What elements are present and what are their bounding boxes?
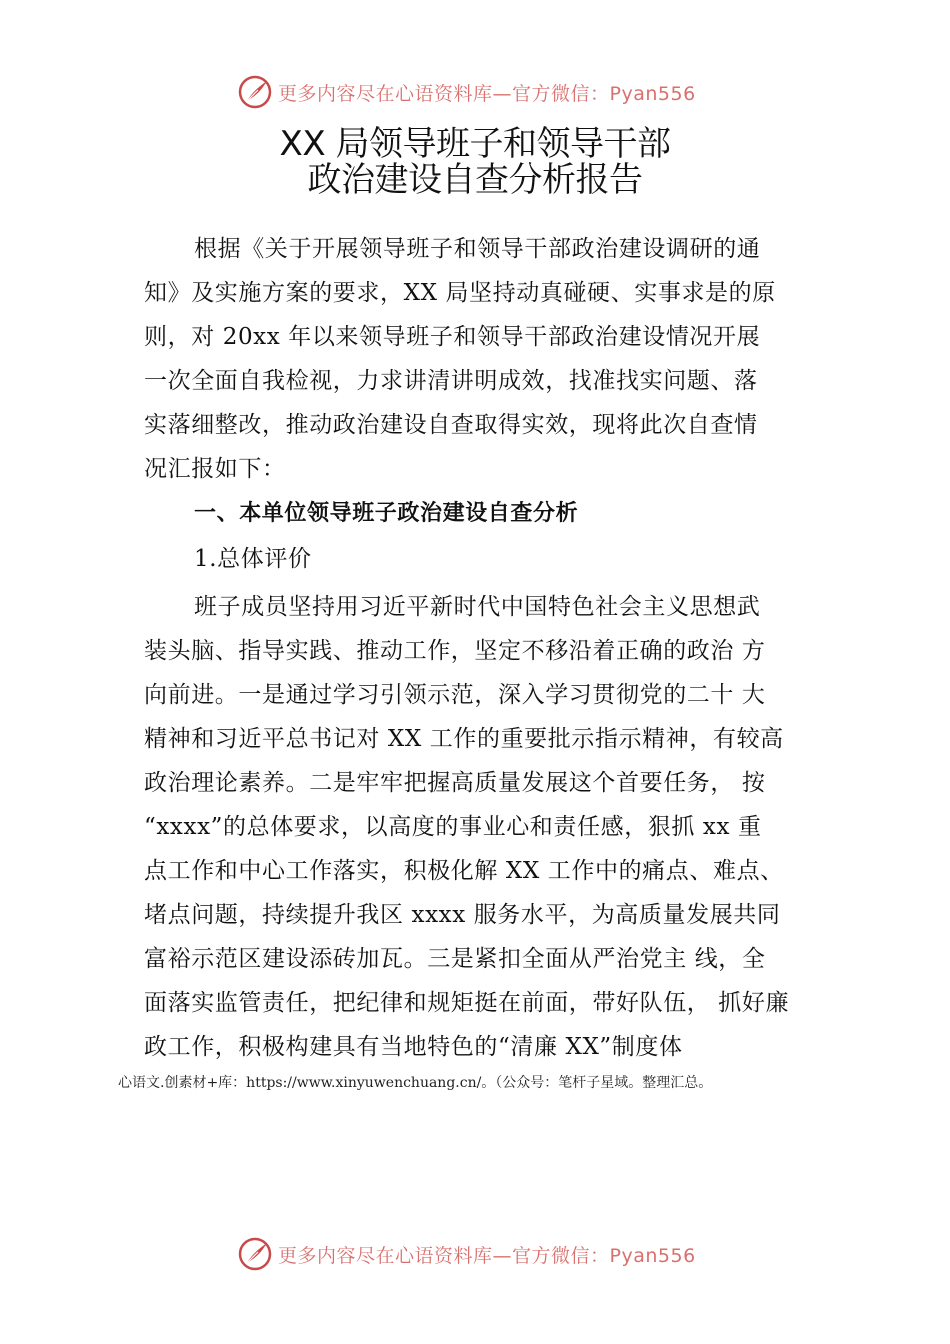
body-line: 班子成员坚持用习近平新时代中国特色社会主义思想武 (194, 594, 761, 620)
header-banner (0, 70, 950, 114)
banner-text: 更多内容尽在心语资料库—官方微信：Pyan556 (278, 82, 696, 105)
banner-text: 更多内容尽在心语资料库—官方微信：Pyan556 (278, 1244, 696, 1267)
body-line: 向前进。一是通过学习引领示范，深入学习贯彻党的二十 大 (144, 682, 766, 708)
body-line: “xxxx”的总体要求，以高度的事业心和责任感，狠抓 xx 重 (144, 814, 762, 840)
body-line: 知》及实施方案的要求，XX 局坚持动真碰硬、实事求是的原 (144, 280, 776, 306)
body-line: 精神和习近平总书记对 XX 工作的重要批示指示精神，有较高 (144, 726, 784, 752)
footnote: 心语文.创素材+库：https://www.xinyuwenchuang.cn/。（公众号：笔杆子星域。整理汇总。 (118, 1075, 713, 1091)
body-line: 面落实监管责任，把纪律和规矩挺在前面，带好队伍， 抓好廉 (144, 990, 790, 1016)
subsection-heading: 1.总体评价 (194, 546, 312, 572)
body-line: 富裕示范区建设添砖加瓦。三是紧扣全面从严治党主 线，全 (144, 946, 766, 972)
body-line: 实落细整改，推动政治建设自查取得实效，现将此次自查情 (144, 412, 758, 438)
body-line: 根据《关于开展领导班子和领导干部政治建设调研的通 (194, 236, 761, 262)
body-line: 政治理论素养。二是牢牢把握高质量发展这个首要任务， 按 (144, 770, 766, 796)
body-line: 一次全面自我检视，力求讲清讲明成效，找准找实问题、落 (144, 368, 758, 394)
feather-logo-icon (238, 75, 272, 109)
body-line: 则，对 20xx 年以来领导班子和领导干部政治建设情况开展 (144, 324, 761, 350)
body-line: 政工作，积极构建具有当地特色的“清廉 XX”制度体 (144, 1034, 683, 1060)
feather-logo-icon (238, 1237, 272, 1271)
body-line: 装头脑、指导实践、推动工作，坚定不移沿着正确的政治 方 (144, 638, 766, 664)
body-line: 点工作和中心工作落实，积极化解 XX 工作中的痛点、难点、 (144, 858, 784, 884)
page-title-line-2: 政治建设自查分析报告 (307, 160, 643, 200)
footer-banner (0, 1232, 950, 1276)
body-line: 况汇报如下： (144, 456, 286, 482)
page-title-line-1: XX 局领导班子和领导干部 (279, 124, 671, 164)
body-line: 堵点问题，持续提升我区 xxxx 服务水平，为高质量发展共同 (144, 902, 781, 928)
section-heading: 一、本单位领导班子政治建设自查分析 (194, 501, 579, 526)
